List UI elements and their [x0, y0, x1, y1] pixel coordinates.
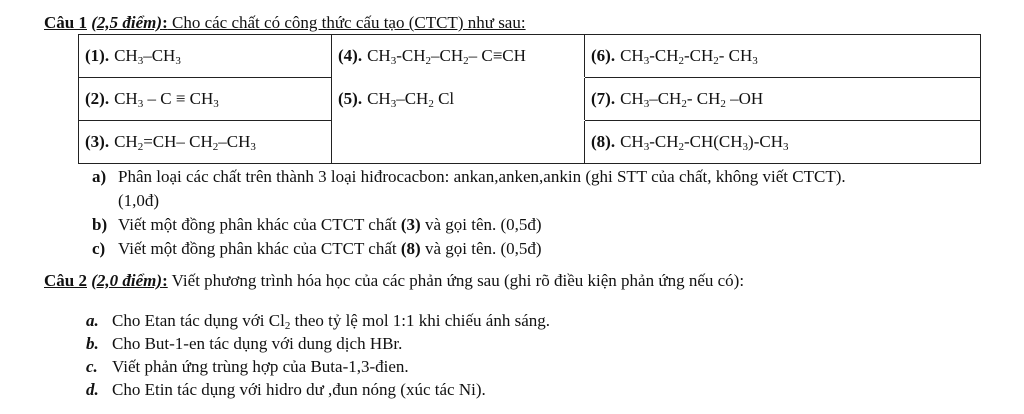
structural-formula: $CH_3 - C \equiv CH_3$ — [114, 89, 219, 110]
q2-item-a-text: Cho Etan tác dụng với Cl — [112, 311, 285, 330]
structure-table — [78, 34, 981, 164]
q1-part-b — [92, 214, 542, 236]
q2-item-a-mark: a. — [86, 311, 99, 330]
q2-item-d-mark: d. — [86, 380, 99, 399]
q1-part-a-mark: a) — [92, 167, 107, 186]
question-2-heading — [44, 270, 744, 292]
question-1-label: Câu 1 — [44, 13, 87, 32]
q1-part-c-mark: c) — [92, 239, 106, 258]
q1-part-a — [92, 166, 846, 188]
question-1-colon: : — [162, 13, 168, 32]
question-2-label: Câu 2 — [44, 271, 87, 290]
table-row — [79, 78, 981, 121]
q2-item-d-text: Cho Etin tác dụng với hidro dư ,đun nóng (xúc tác Ni). — [112, 380, 486, 399]
q1-part-b-text-end: và gọi tên. (0,5đ) — [420, 215, 542, 234]
q1-part-c-text: Viết một đồng phân khác của CTCT chất — [118, 239, 401, 258]
q1-part-b-text: Viết một đồng phân khác của CTCT chất — [118, 215, 401, 234]
q2-item-a — [86, 310, 550, 332]
compound-number: (5). — [338, 89, 363, 108]
formula-cell — [332, 121, 585, 164]
q1-part-c-text-end: và gọi tên. (0,5đ) — [420, 239, 542, 258]
q1-part-b-mark: b) — [92, 215, 108, 234]
compound-number: (1). — [85, 46, 110, 65]
formula-cell — [585, 121, 981, 164]
compound-number: (4). — [338, 46, 363, 65]
compound-number: (7). — [591, 89, 616, 108]
question-2-colon: : — [162, 271, 168, 290]
q2-item-c — [86, 356, 409, 378]
compound-number: (6). — [591, 46, 616, 65]
question-1-points: (2,5 điểm) — [91, 13, 163, 32]
q2-item-b-text: Cho But-1-en tác dụng với dung dịch HBr. — [112, 334, 403, 353]
table-row — [79, 121, 981, 164]
compound-number: (2). — [85, 89, 110, 108]
question-1-heading — [44, 12, 526, 34]
q1-part-b-ref: (3) — [400, 215, 421, 234]
q2-item-b — [86, 333, 402, 355]
q1-part-a-text: Phân loại các chất trên thành 3 loại hiđrocacbon: ankan,anken,ankin (ghi STT của chất, không viết CTCT). — [118, 167, 846, 186]
q2-item-a-subscript: 2 — [284, 320, 291, 332]
q2-item-c-text: Viết phản ứng trùng hợp của Buta-1,3-đien. — [112, 357, 409, 376]
question-2-text: Viết phương trình hóa học của các phản ứng sau (ghi rõ điều kiện phản ứng nếu có): — [167, 271, 745, 290]
question-1-text: Cho các chất có công thức cấu tạo (CTCT) như sau: — [167, 13, 526, 32]
compound-number: (8). — [591, 132, 616, 151]
structural-formula: $CH_3-CH_3$ — [114, 46, 181, 67]
q1-part-a-points-text: (1,0đ) — [118, 191, 160, 210]
q2-item-c-mark: c. — [86, 357, 98, 376]
formula-cell — [332, 78, 585, 121]
q2-item-d — [86, 379, 486, 401]
q1-part-c-ref: (8) — [400, 239, 421, 258]
formula-cell — [585, 78, 981, 121]
q1-part-c — [92, 238, 542, 260]
formula-cell — [332, 35, 585, 78]
structural-formula: $CH_3-CH_2-CH_2-$ C≡CH — [367, 46, 526, 67]
formula-cell — [585, 35, 981, 78]
structural-formula: $CH_3-CH_2-CH_2-$ $CH_3$ — [620, 46, 758, 67]
q1-part-a-points — [118, 190, 159, 212]
structural-formula: $CH_3-CH_2-CH(CH_3)-CH_3$ — [620, 132, 789, 153]
formula-cell — [79, 78, 332, 121]
q2-item-a-text-end: theo tỷ lệ mol 1:1 khi chiếu ánh sáng. — [290, 311, 551, 330]
compound-number: (3). — [85, 132, 110, 151]
table-row — [79, 35, 981, 78]
structural-formula: $CH_3-CH_2-$ $CH_2$ –OH — [620, 89, 764, 110]
structural-formula: $CH_2=CH-$ $CH_2-CH_3$ — [114, 132, 256, 153]
formula-cell — [79, 35, 332, 78]
formula-cell — [79, 121, 332, 164]
structural-formula: $CH_3-CH_2$ Cl — [367, 89, 455, 110]
question-2-points: (2,0 điểm) — [91, 271, 163, 290]
q2-item-b-mark: b. — [86, 334, 99, 353]
